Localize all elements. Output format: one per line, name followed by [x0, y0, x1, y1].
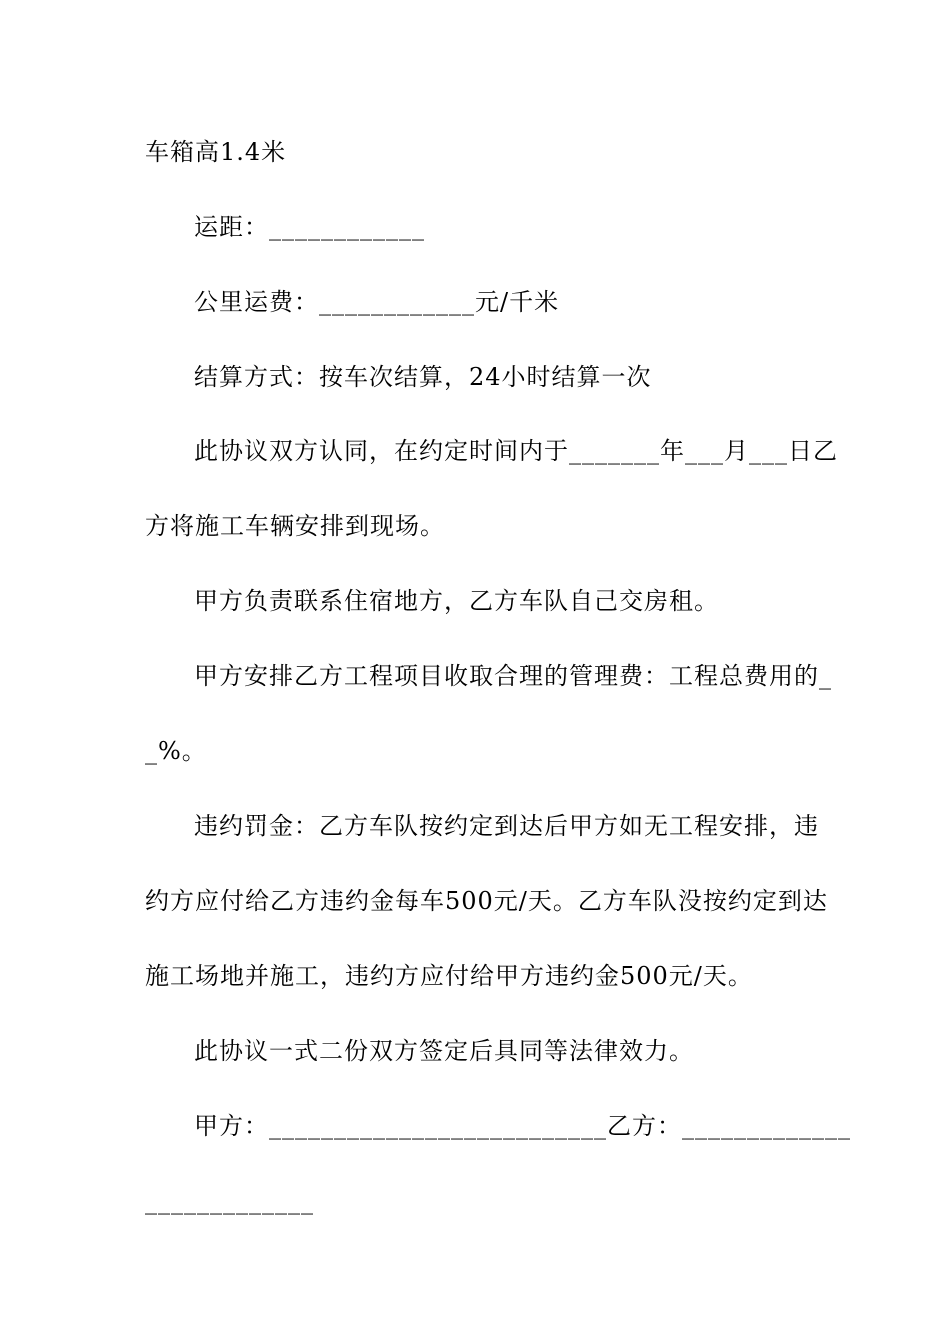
text-line-agreement-date: 此协议双方认同，在约定时间内于_______年___月___日乙 [194, 437, 838, 465]
text-line-settlement: 结算方式：按车次结算，24小时结算一次 [194, 363, 652, 391]
text-line-penalty-cont-2: 施工场地并施工，违约方应付给甲方违约金500元/天。 [145, 962, 753, 990]
text-line-management-fee: 甲方安排乙方工程项目收取合理的管理费：工程总费用的_ [194, 662, 832, 690]
text-line-signature-cont: _____________ [145, 1187, 314, 1215]
text-line-lodging: 甲方负责联系住宿地方，乙方车队自己交房租。 [194, 587, 719, 615]
text-line-agreement-date-cont: 方将施工车辆安排到现场。 [145, 512, 445, 540]
text-line-freight-rate: 公里运费：____________元/千米 [194, 288, 560, 316]
text-line-management-fee-cont: _%。 [145, 737, 207, 765]
text-line-truck-height: 车箱高1.4米 [145, 138, 287, 166]
text-line-copies: 此协议一式二份双方签定后具同等法律效力。 [194, 1037, 694, 1065]
text-line-signatures: 甲方：__________________________乙方：_____________ [194, 1112, 851, 1140]
text-line-penalty: 违约罚金：乙方车队按约定到达后甲方如无工程安排，违 [194, 812, 819, 840]
text-line-penalty-cont-1: 约方应付给乙方违约金每车500元/天。乙方车队没按约定到达 [145, 887, 828, 915]
text-line-distance: 运距：____________ [194, 213, 425, 241]
